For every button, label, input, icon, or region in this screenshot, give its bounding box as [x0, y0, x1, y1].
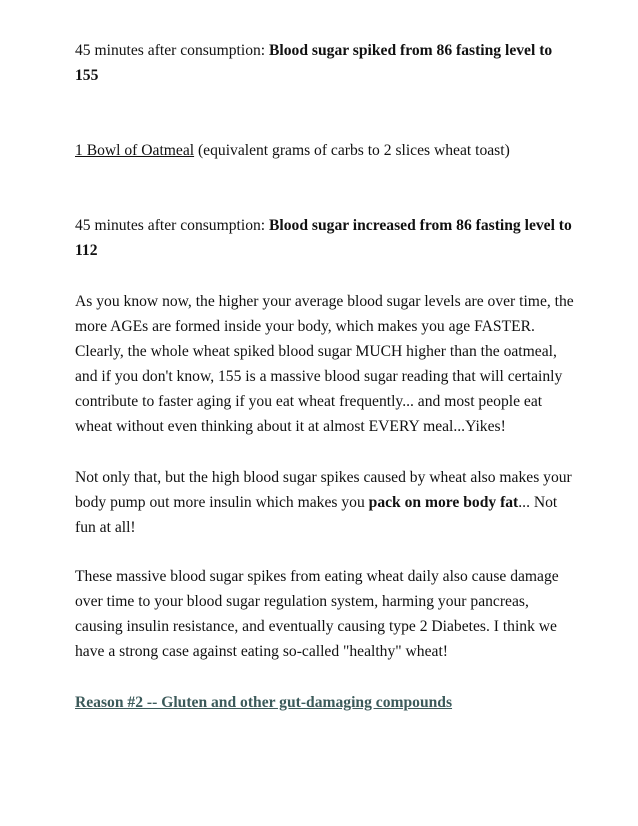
oatmeal-link[interactable]: 1 Bowl of Oatmeal	[75, 142, 195, 159]
oatmeal-paragraph	[75, 138, 575, 163]
oatmeal-description: (equivalent grams of carbs to 2 slices wheat toast)	[194, 142, 510, 159]
explanation-paragraph: As you know now, the higher your average blood sugar levels are over time, the more AGEs are formed inside your body, which makes you age FASTER. Clearly, the whole wheat spiked blood sugar MUCH higher than the oatmeal, and if you don't know, 155 is a massive blood sugar reading that will certainly contribute to faster aging if you eat wheat frequently... and most people eat wheat without even thinking about it at almost EVERY meal...Yikes!	[75, 293, 574, 435]
result-lead-text: 45 minutes after consumption:	[75, 217, 270, 234]
insulin-lead-text: Not only that, but the high blood sugar spikes caused by wheat also makes your body pump out more insulin which makes you	[75, 469, 572, 511]
insulin-paragraph	[75, 465, 575, 540]
result-bold-text: Blood sugar spiked from 86 fasting level to 155	[75, 42, 553, 84]
result-paragraph-whole-wheat	[75, 38, 575, 88]
result-bold-text: Blood sugar increased from 86 fasting level to 112	[75, 217, 572, 259]
document-page	[75, 38, 575, 715]
section-heading[interactable]: Reason #2 -- Gluten and other gut-damaging compounds	[75, 694, 453, 711]
insulin-tail-text: ... Not fun at all!	[75, 494, 558, 536]
result-lead-text: 45 minutes after consumption:	[75, 42, 270, 59]
result-paragraph-oatmeal	[75, 213, 575, 263]
insulin-bold-text: pack on more body fat	[368, 494, 519, 511]
damage-paragraph: These massive blood sugar spikes from eating wheat daily also cause damage over time to your blood sugar regulation system, harming your pancreas, causing insulin resistance, and eventually causing type 2 Diabetes. I think we have a strong case against eating so-called "healthy" wheat!	[75, 568, 559, 660]
